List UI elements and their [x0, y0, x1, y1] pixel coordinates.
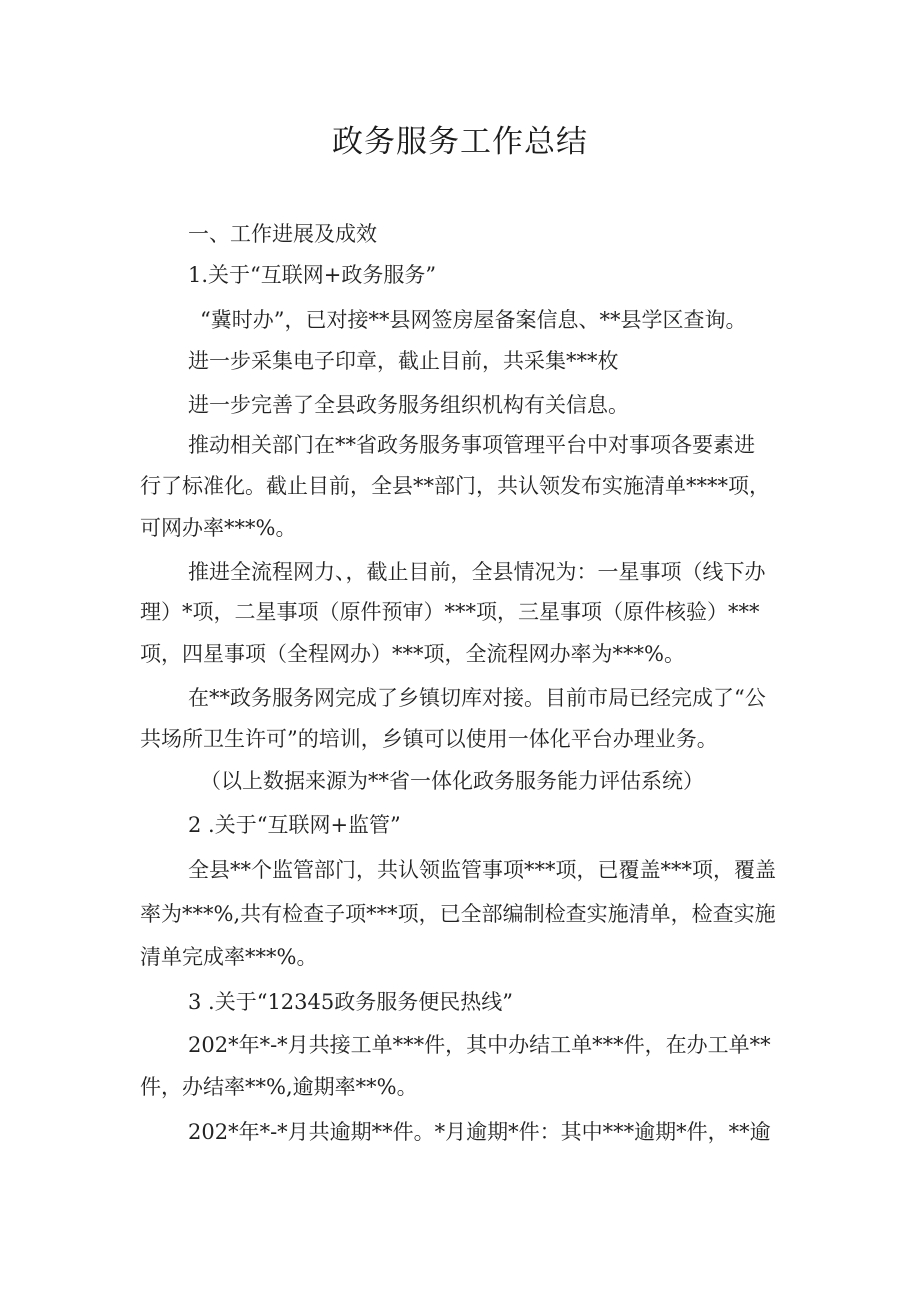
document-title: 政务服务工作总结: [332, 124, 588, 160]
subsection-heading: 2 .关于“互联网+监管”: [188, 813, 401, 837]
paragraph-line: 件，办结率**%,逾期率**%。: [140, 1075, 418, 1099]
subsection-heading: 3 .关于“12345政务服务便民热线”: [188, 990, 513, 1014]
subsection-heading: 1.关于“互联网+政务服务”: [188, 263, 437, 287]
paragraph-line: 进一步完善了全县政务服务组织机构有关信息。: [188, 393, 629, 417]
paragraph-line: 理）*项，二星事项（原件预审）***项，三星事项（原件核验）***: [140, 600, 760, 624]
paragraph-line: 推动相关部门在**省政务服务事项管理平台中对事项各要素进: [188, 433, 755, 457]
paragraph-line: 可网办率***%。: [140, 516, 297, 540]
data-source-note: （以上数据来源为**省一体化政务服务能力评估系统）: [200, 769, 704, 793]
paragraph-line: 202*年*-*月共逾期**件。*月逾期*件：其中***逾期*件，**逾: [188, 1120, 771, 1144]
paragraph-line: 推进全流程网力、，截止目前，全县情况为：一星事项（线下办: [188, 560, 766, 584]
paragraph-line: 项，四星事项（全程网办）***项，全流程网办率为***%。: [140, 642, 685, 666]
paragraph-line: 202*年*-*月共接工单***件，其中办结工单***件，在办工单**: [188, 1033, 771, 1057]
paragraph-line: 进一步采集电子印章，截止目前，共采集***枚: [188, 349, 619, 373]
paragraph-line: 在**政务服务网完成了乡镇切库对接。目前市局已经完成了“公: [188, 686, 766, 710]
paragraph-line: “冀时办”，已对接**县网签房屋备案信息、**县学区查询。: [200, 308, 747, 332]
paragraph-line: 率为***%,共有检查子项***项，已全部编制检查实施清单，检查实施: [140, 902, 776, 926]
paragraph-line: 清单完成率***%。: [140, 945, 318, 969]
paragraph-line: 共场所卫生许可”的培训，乡镇可以使用一体化平台办理业务。: [140, 727, 718, 751]
paragraph-line: 全县**个监管部门，共认领监管事项***项，已覆盖***项，覆盖: [188, 858, 776, 882]
section-heading: 一、工作进展及成效: [188, 222, 377, 246]
paragraph-line: 行了标准化。截止目前，全县**部门，共认领发布实施清单****项，: [140, 474, 770, 498]
